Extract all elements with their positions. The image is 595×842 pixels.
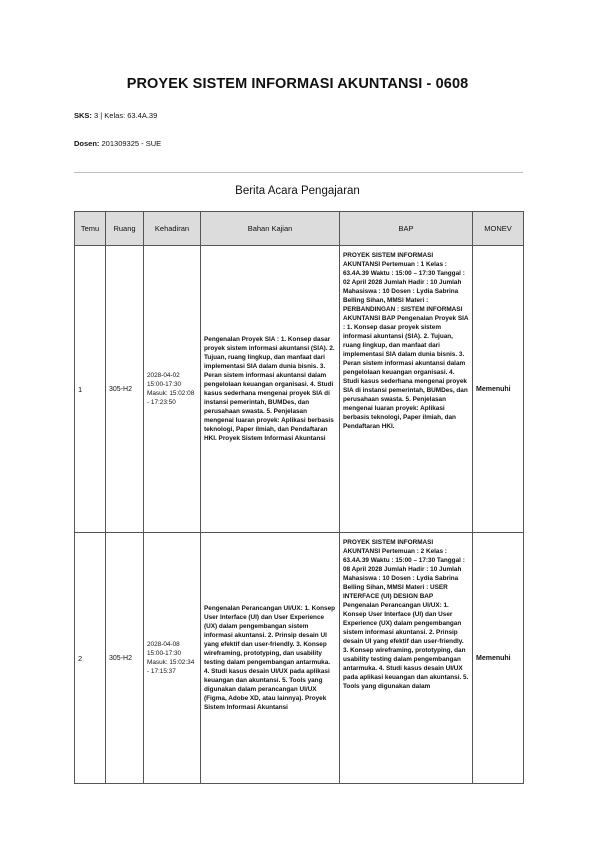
bap-text: PROYEK SISTEM INFORMASI AKUNTANSI Pertemuan : 2 Kelas : 63.4A.39 Waktu : 15:00 – 17:30 Tanggal : 08 April 2028 Jumlah Hadir : 10 Jumlah Mahasiswa : 10 Dosen : Lydia Sabrina Belling Sihan, MMSI Materi : USER INTERFACE (UI) DESIGN BAP Pengenalan Perancangan UI/UX: 1. Konsep User Interface (UI) dan User Experience (UX) dalam pengembangan sistem informasi akuntansi. 2. Prinsip desain UI yang efektif dan user-friendly. 3. Konsep wireframing, prototyping, dan usability testing dalam pengembangan antarmuka. 4. Studi kasus desain UI/UX pada aplikasi keuangan dan akuntansi. 5. Tools yang digunakan dalam bbox=[343, 539, 469, 690]
cell-monev: Memenuhi bbox=[473, 246, 524, 533]
cell-bap: PROYEK SISTEM INFORMASI AKUNTANSI Pertemuan : 1 Kelas : 63.4A.39 Waktu : 15:00 – 17:30 Tanggal : 02 April 2028 Jumlah Hadir : 10 Jumlah Mahasiswa : 10 Dosen : Lydia Sabrina Belling Sihan, MMSI Materi : PERBANDINGAN : SISTEM INFORMASI AKUNTANSI BAP Pengenalan Proyek SIA : 1. Konsep dasar proyek sistem informasi akuntansi (SIA). 2. Tujuan, ruang lingkup, dan manfaat dari implementasi SIA dalam dunia bisnis. 3. Peran sistem informasi akuntansi dalam pengelolaan keuangan organisasi. 4. Studi kasus sederhana mengenai proyek SIA di instansi pemerintah, BUMDes, dan perusahaan swasta. 5. Penjelasan mengenai luaran proyek: Aplikasi berbasis teknologi, Paper ilmiah, dan Pendaftaran HKI. bbox=[340, 246, 473, 533]
table-header-row bbox=[75, 212, 524, 246]
cell-temu: 2 bbox=[75, 533, 106, 784]
sks-value: 3 | Kelas: 63.4A.39 bbox=[94, 111, 158, 120]
cell-temu: 1 bbox=[75, 246, 106, 533]
divider bbox=[74, 172, 523, 173]
sks-label: SKS: bbox=[74, 111, 92, 120]
dosen-value: 201309325 - SUE bbox=[101, 139, 162, 148]
cell-bap bbox=[340, 533, 473, 784]
cell-ruang: 305-H2 bbox=[106, 246, 144, 533]
cell-ruang: 305-H2 bbox=[106, 533, 144, 784]
col-header-kehadiran: Kehadiran bbox=[144, 212, 201, 246]
teaching-record-table bbox=[74, 211, 524, 784]
table-row bbox=[75, 246, 524, 533]
dosen-info bbox=[74, 139, 161, 148]
col-header-bahan-kajian: Bahan Kajian bbox=[201, 212, 340, 246]
sks-class-info bbox=[74, 111, 157, 120]
col-header-ruang: Ruang bbox=[106, 212, 144, 246]
cell-kehadiran: 2028-04-02 15:00-17:30 Masuk: 15:02:08 - 17:23:50 bbox=[144, 246, 201, 533]
section-title: Berita Acara Pengajaran bbox=[235, 185, 360, 197]
cell-bahan-kajian: Pengenalan Proyek SIA : 1. Konsep dasar proyek sistem informasi akuntansi (SIA). 2. Tujuan, ruang lingkup, dan manfaat dari implementasi SIA dalam dunia bisnis. 3. Peran sistem informasi akuntansi dalam pengelolaan keuangan organisasi. 4. Studi kasus sederhana mengenai proyek SIA di instansi pemerintah, BUMDes, dan perusahaan swasta. 5. Penjelasan mengenai luaran proyek: Aplikasi berbasis teknologi, Paper ilmiah, dan Pendaftaran HKI. Proyek Sistem Informasi Akuntansi bbox=[201, 246, 340, 533]
col-header-monev: MONEV bbox=[473, 212, 524, 246]
dosen-label: Dosen: bbox=[74, 139, 100, 148]
document-title: PROYEK SISTEM INFORMASI AKUNTANSI - 0608 bbox=[126, 76, 469, 92]
col-header-bap: BAP bbox=[340, 212, 473, 246]
cell-bahan-kajian: Pengenalan Perancangan UI/UX: 1. Konsep User Interface (UI) dan User Experience (UX) dalam pengembangan sistem informasi akuntansi. 2. Prinsip desain UI yang efektif dan user-friendly. 3. Konsep wireframing, prototyping, dan usability testing dalam pengembangan antarmuka. 4. Studi kasus desain UI/UX pada aplikasi keuangan dan akuntansi. 5. Tools yang digunakan dalam perancangan UI/UX (Figma, Adobe XD, atau lainnya). Proyek Sistem Informasi Akuntansi bbox=[201, 533, 340, 784]
table-row bbox=[75, 533, 524, 784]
col-header-temu: Temu bbox=[75, 212, 106, 246]
cell-kehadiran: 2028-04-08 15:00-17:30 Masuk: 15:02:34 - 17:15:37 bbox=[144, 533, 201, 784]
cell-monev: Memenuhi bbox=[473, 533, 524, 784]
